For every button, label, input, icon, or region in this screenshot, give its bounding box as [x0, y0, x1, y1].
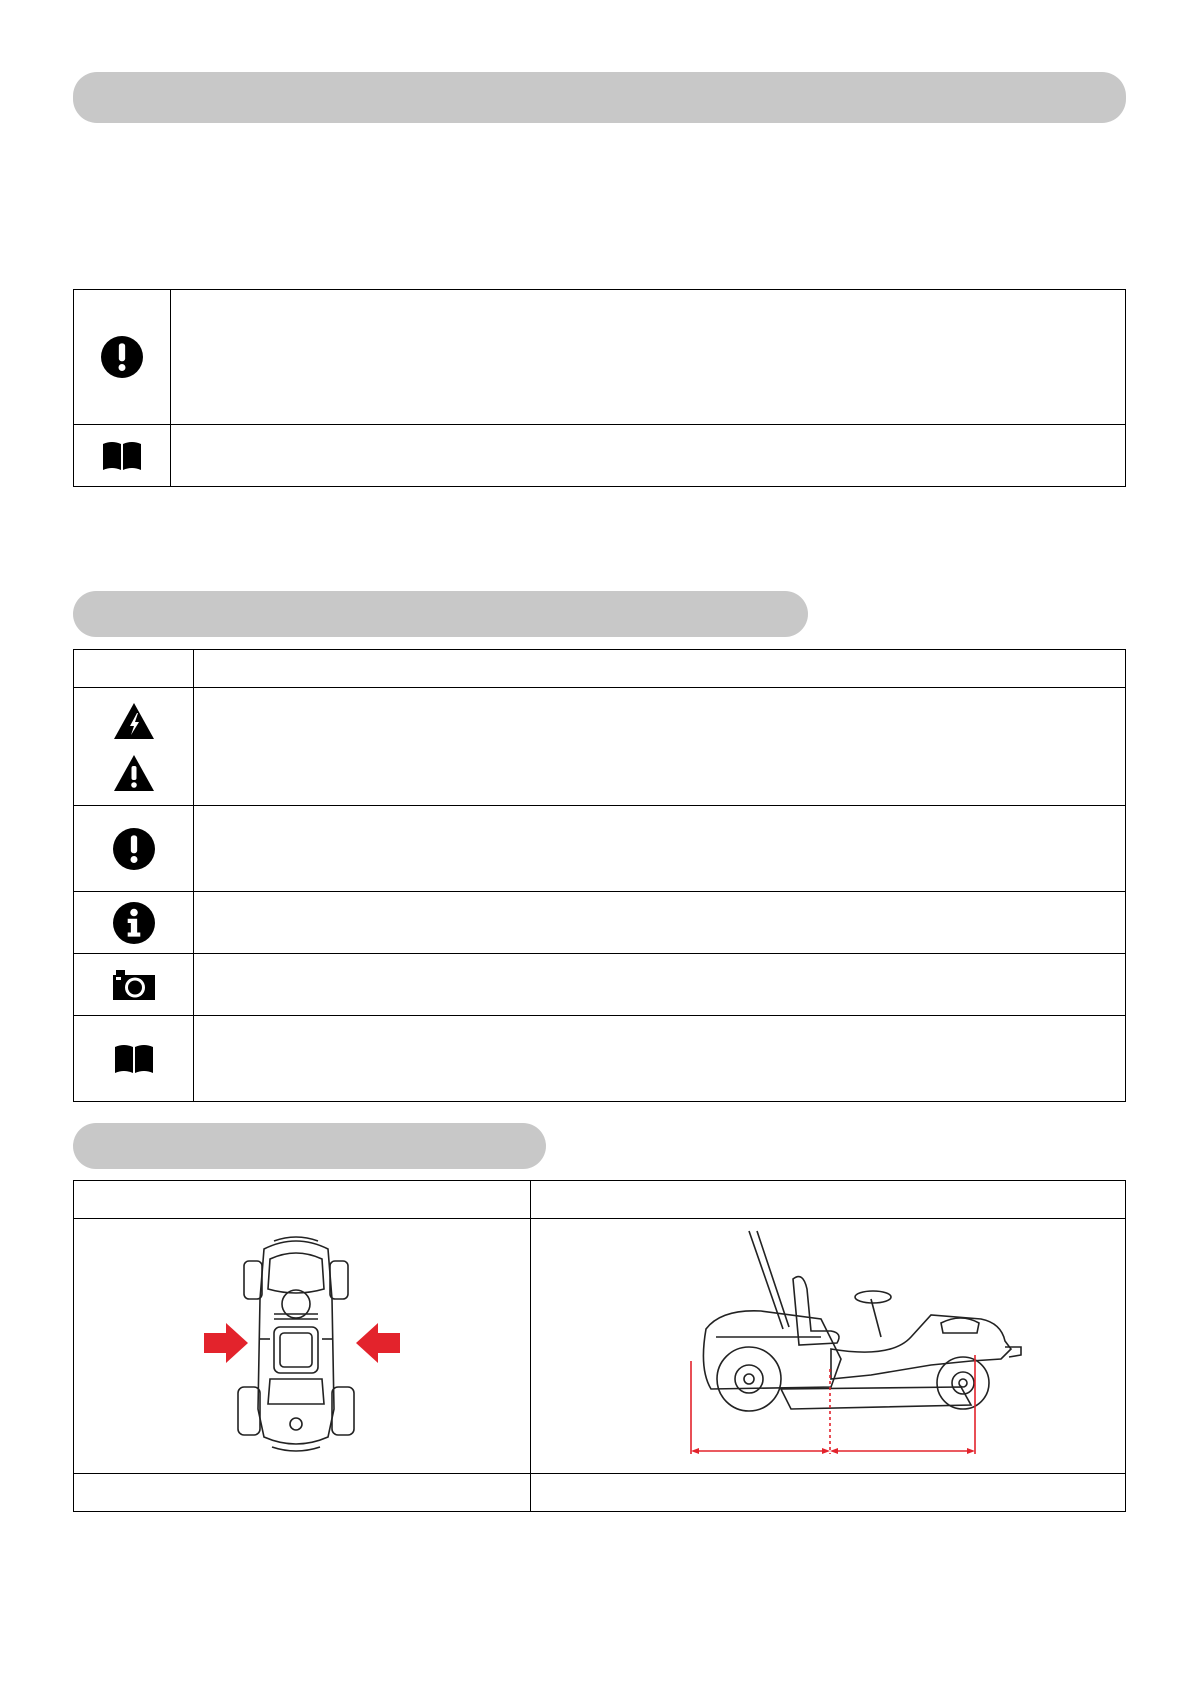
row-text	[171, 290, 1126, 425]
open-book-icon	[113, 1043, 155, 1075]
section-header-bar	[73, 1123, 546, 1169]
image-cell	[531, 1219, 1126, 1474]
open-book-icon	[101, 440, 143, 472]
section-header-bar	[73, 72, 1126, 123]
icon-cell	[74, 425, 171, 487]
icon-cell	[74, 290, 171, 425]
mower-top-view-image	[74, 1219, 530, 1473]
table-footer-row	[74, 1474, 1126, 1512]
mower-side-view-image	[531, 1219, 1125, 1473]
table-row	[74, 1219, 1126, 1474]
table-row	[74, 1016, 1126, 1102]
table-row	[74, 688, 1126, 806]
exclamation-circle-icon	[113, 828, 155, 870]
footer-cell	[74, 1474, 531, 1512]
warning-triangle-icon	[113, 754, 155, 792]
row-text	[194, 688, 1126, 806]
table-header-row	[74, 1181, 1126, 1219]
image-cell	[74, 1219, 531, 1474]
icon-cell	[74, 1016, 194, 1102]
info-circle-icon	[113, 902, 155, 944]
row-text	[194, 892, 1126, 954]
section-header-bar	[73, 591, 808, 637]
header-cell	[74, 650, 194, 688]
table-row	[74, 892, 1126, 954]
table-header-row	[74, 650, 1126, 688]
header-cell	[531, 1181, 1126, 1219]
table-row	[74, 290, 1126, 425]
icon-cell	[74, 954, 194, 1016]
intro-table	[73, 289, 1126, 487]
row-text	[194, 1016, 1126, 1102]
header-cell	[74, 1181, 531, 1219]
header-cell	[194, 650, 1126, 688]
row-text	[171, 425, 1126, 487]
electric-hazard-triangle-icon	[113, 702, 155, 740]
exclamation-circle-icon	[101, 336, 143, 378]
row-text	[194, 806, 1126, 892]
table-row	[74, 425, 1126, 487]
icon-cell	[74, 688, 194, 806]
icon-cell	[74, 806, 194, 892]
diagram-table	[73, 1180, 1126, 1512]
icon-cell	[74, 892, 194, 954]
row-text	[194, 954, 1126, 1016]
table-row	[74, 954, 1126, 1016]
camera-icon	[112, 969, 156, 1001]
table-row	[74, 806, 1126, 892]
symbols-table	[73, 649, 1126, 1102]
footer-cell	[531, 1474, 1126, 1512]
